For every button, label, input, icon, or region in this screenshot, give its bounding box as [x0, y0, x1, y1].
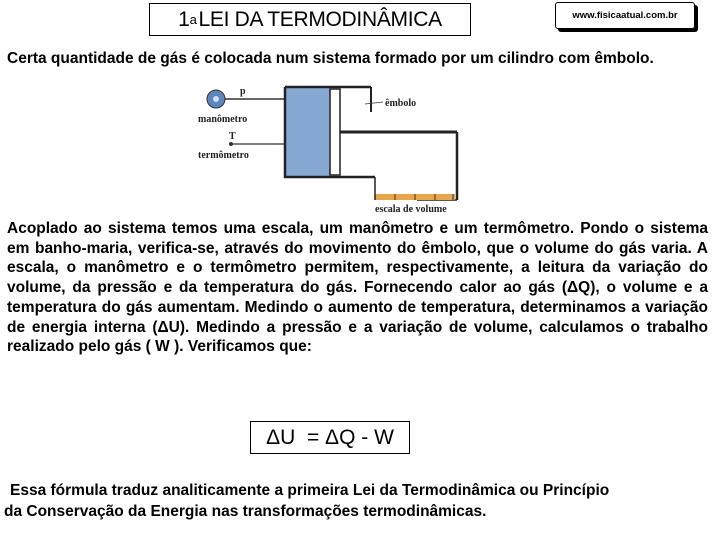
scale-label: escala de volume — [375, 204, 447, 215]
title-text: LEI DA TERMODINÂMICA — [198, 7, 442, 31]
pressure-label: p — [240, 86, 246, 97]
piston-label: êmbolo — [385, 98, 417, 109]
manometer-label: manômetro — [198, 114, 248, 125]
cylinder-diagram — [195, 84, 463, 216]
gas-volume — [285, 87, 330, 177]
thermometer-label: termômetro — [198, 150, 249, 161]
temperature-label: T — [229, 131, 236, 142]
page-title — [149, 3, 471, 36]
first-law-formula — [250, 421, 410, 454]
title-ordinal: a — [189, 12, 197, 27]
site-badge — [555, 2, 695, 29]
closing-line-2: da Conservação da Energia nas transformações termodinâmicas. — [4, 503, 487, 520]
intro-paragraph: Certa quantidade de gás é colocada num sistema formado por um cilindro com êmbolo. — [7, 50, 654, 67]
piston — [330, 89, 340, 175]
closing-line-1: Essa fórmula traduz analiticamente a primeira Lei da Termodinâmica ou Princípio — [10, 482, 610, 499]
thermometer-bulb — [229, 142, 233, 146]
cylinder-diagram-svg — [195, 84, 463, 216]
site-url: www.fisicaatual.com.br — [572, 10, 678, 21]
body-paragraph: Acoplado ao sistema temos uma escala, um manômetro e um termômetro. Pondo o sistema em banho-maria, verifica-se, através do movimento do êmbolo, que o volume do gás varia. A escala, o manômetro e o termômetro permitem, respectivamente, a leitura da variação do volume, da pressão e da temperatura do gás. Fornecendo calor ao gás (ΔQ), o volume e a temperatura do gás aumentam. Medindo o aumento de temperatura, determinamos a variação de energia interna (ΔU). Medindo a pressão e a variação de volume, calculamos o trabalho realizado pelo gás ( W ). Verificamos que: — [7, 220, 708, 356]
formula-text: ΔU = ΔQ - W — [266, 425, 394, 449]
title-number: 1 — [178, 7, 190, 31]
closing-paragraph — [4, 480, 716, 522]
